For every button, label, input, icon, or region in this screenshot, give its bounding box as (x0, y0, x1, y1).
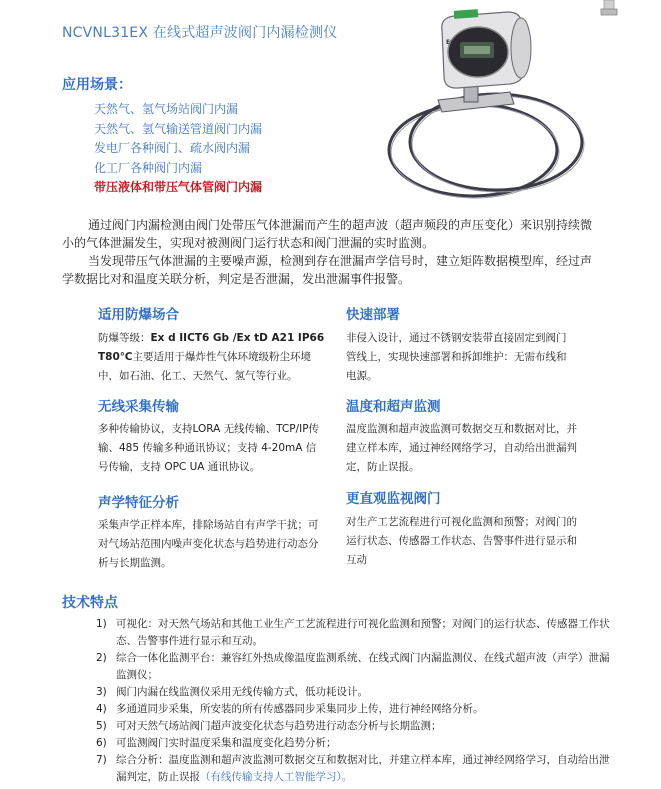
feature-explosion-title: 适用防爆场合 (98, 307, 179, 323)
intro-paragraph-1: 通过阀门内漏检测由阀门处带压气体泄漏而产生的超声波（超声频段的声压变化）来识别持续微小的气体泄漏发生，实现对被测阀门运行状态和阀门泄漏的实时监测。 (62, 218, 593, 250)
scenario-item-highlight: 带压液体和带压气体管阀门内漏 (94, 180, 263, 194)
explosion-rating: Ex d IICT6 Gb /Ex tD A21 IP66 T80℃ (98, 332, 325, 363)
scenario-list (94, 100, 262, 198)
feature-deploy-title: 快速部署 (346, 307, 400, 323)
tech-heading: 技术特点 (62, 595, 118, 611)
list-item: 6) 可监测阀门实时温度采集和温度变化趋势分析； (96, 737, 337, 749)
list-item: 5) 可对天然气场站阀门超声波变化状态与趋势进行动态分析与长期监测； (96, 720, 442, 732)
feature-explosion-body (98, 329, 328, 386)
intro-text (62, 216, 602, 288)
device-thumbnail-icon (598, 0, 620, 16)
list-item: 3) 阀门内漏在线监测仪采用无线传输方式，低功耗设计。 (96, 686, 368, 698)
svg-text:Ex: Ex (446, 39, 454, 46)
feature-visual-body: 对生产工艺流程进行可视化监测和预警；对阀门的运行状态、传感器工作状态、告警事件进行显示和互动 (346, 516, 577, 566)
feature-visual-title: 更直观监视阀门 (346, 491, 441, 507)
explosion-label: 防爆等级： (98, 332, 151, 344)
ultrasonic-detector-image (380, 0, 600, 210)
feature-deploy-body: 非侵入设计，通过不锈钢安装带直接固定到阀门管线上，实现快速部署和拆卸维护：无需布线和电源。 (346, 332, 567, 382)
list-item: 4) 多通道同步采集，所安装的所有传感器同步采集同步上传，进行神经网络分析。 (96, 703, 484, 715)
list-item: 2) 综合一体化监测平台：兼容红外热成像温度监测系统、在线式阀门内漏监测仪、在线式超声波（声学）泄漏监测仪； (96, 652, 610, 681)
intro-paragraph-2: 当发现带压气体泄漏的主要噪声源，检测到存在泄漏声学信号时，建立矩阵数据模型库，经过声学数据比对和温度关联分析，判定是否泄漏，发出泄漏事件报警。 (62, 254, 593, 286)
tech-list (96, 616, 616, 786)
wired-ai-note: （有线传输支持人工智能学习）。 (200, 771, 353, 783)
feature-temp-body: 温度监测和超声波监测可数据交互和数据对比，并建立样本库，通过神经网络学习，自动给出泄漏判定，防止误报。 (346, 423, 577, 473)
feature-acoustic-body: 采集声学正样本库，排除场站自有声学干扰；可对气场站范围内噪声变化状态与趋势进行动态分析与长期监测。 (98, 519, 319, 569)
feature-temp-title: 温度和超声监测 (346, 399, 441, 415)
page-title: NCVNL31EX 在线式超声波阀门内漏检测仪 (62, 25, 338, 41)
scenario-item: 天然气、氢气场站阀门内漏 (94, 102, 239, 116)
scenario-item: 天然气、氢气输送管道阀门内漏 (94, 121, 263, 136)
scenario-item: 发电厂各种阀门、疏水阀内漏 (94, 141, 251, 155)
feature-acoustic-title: 声学特征分析 (98, 495, 179, 511)
list-item: 1) 可视化：对天然气场站和其他工业生产工艺流程进行可视化监测和预警；对阀门的运行状态、传感器工作状态、告警事件进行显示和互动。 (96, 618, 610, 647)
list-item: 7) 综合分析：温度监测和超声波监测可数据交互和数据对比，并建立样本库，通过神经网络学习，自动给出泄漏判定，防止误报（有线传输支持人工智能学习）。 (96, 754, 610, 783)
scenario-item: 化工厂各种阀门内漏 (94, 160, 203, 175)
feature-wireless-title: 无线采集传输 (98, 399, 179, 415)
explosion-description: 主要适用于爆炸性气体环境级粉尘环境中，如石油、化工、天然气、氢气等行业。 (98, 351, 311, 382)
feature-wireless-body: 多种传输协议，支持LORA 无线传输、TCP/IP传输、485 传输多种通讯协议；支持 4-20mA 信号传输，支持 OPC UA 通讯协议。 (98, 423, 320, 473)
scenarios-heading: 应用场景： (62, 77, 132, 93)
